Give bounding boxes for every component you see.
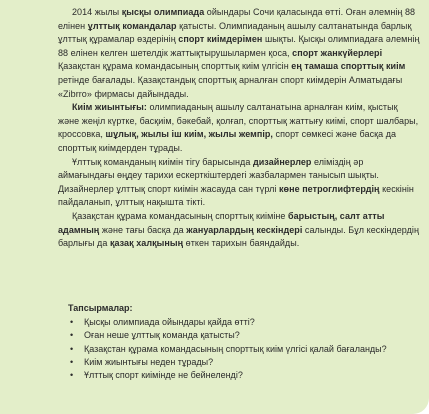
text-run: еліміздің әр аймағындағы өңдеу тарихи ескерткіштердегі жазбалармен танысып шықты. Дизайнерлер ұлттық спорт киімін жасауда сан түрлі: [58, 156, 379, 194]
text-run: кескінін пайдаланып, ұлттық нақышта тікті.: [58, 183, 414, 208]
bold-term: ұлттық командалар: [87, 20, 177, 31]
bold-term: барыстың, салт атты адамның: [58, 210, 385, 235]
text-run: ретінде бағалады. Қазақстандық спорттық арналған спорт киімдерін Алматыдағы «Zibrro» фирмасы дайындады.: [58, 74, 403, 99]
bold-term: дизайнерлер: [252, 156, 312, 167]
text-run: Қазақстан құрама командасының спорттық киіміне: [72, 210, 289, 221]
text-run: олимпиаданың ашылу салтанатына арналған киім, қыстық және жеңіл күртке, басқиім, бәкебай, қолғап, спорттық жаттығу киімі, спорт шалбары, кроссовка,: [58, 102, 419, 140]
paragraph-3: [58, 156, 420, 210]
bold-term: көне петроглифтердің: [279, 183, 380, 194]
text-run: және тағы басқа да: [99, 224, 187, 235]
text-run: өткен тарихын баяндайды.: [183, 238, 300, 249]
text-run: Ұлттық команданың киімін тігу барысында: [72, 156, 253, 167]
task-list: [68, 316, 408, 382]
task-item: • Киім жиынтығы неден тұрады?: [68, 356, 408, 369]
bold-term: қазақ халқының: [109, 238, 184, 249]
text-run: шықты. Қысқы олимпиадаға әлемнің 88 елінен келген шетелдік жаттықтырушылармен қоса,: [58, 34, 420, 58]
tasks-title: Тапсырмалар:: [68, 303, 133, 313]
bold-term: қысқы олимпиада: [121, 7, 205, 17]
reading-text: [58, 6, 420, 251]
text-run: спорт сөмкесі және басқа да спорттық киімдерден тұрады.: [58, 129, 397, 153]
bold-term: жануарлардың кескіндері: [186, 224, 303, 235]
paragraph-1: [58, 6, 420, 101]
bold-term: шұлық, жылы іш киім, жылы жемпір,: [105, 129, 273, 140]
paragraph-4: [58, 210, 420, 251]
text-run: 2014 жылы: [72, 7, 122, 17]
task-item: • Қысқы олимпиада ойындары қайда өтті?: [68, 316, 408, 329]
bold-term: спорт киімдерімен: [178, 34, 263, 45]
task-item: • Ұлттық спорт киімінде не бейнеленді?: [68, 369, 408, 382]
text-run: қатысты. Олимпиаданың ашылу салтанатында барлық ұлттық құрамалар өздерінің: [58, 20, 412, 45]
bold-label: Киім жиынтығы:: [72, 102, 147, 113]
bold-term: спорт жанкүйерлері: [292, 47, 383, 58]
paragraph-2: [58, 101, 420, 155]
text-run: Қазақстан құрама командасының спорттық киім үлгісін: [58, 61, 292, 72]
text-run: салынды. Бұл кескіндердің барлығы да: [58, 224, 419, 249]
bold-term: ең тамаша спорттық киім: [291, 61, 406, 72]
task-item: • Қазақстан құрама командасының спорттық киім үлгісі қалай бағаланды?: [68, 343, 408, 356]
task-item: • Оған неше ұлттық команда қатысты?: [68, 329, 408, 342]
text-run: ойындары Сочи қаласында өтті. Оған әлемнің 88 елінен: [58, 7, 416, 31]
